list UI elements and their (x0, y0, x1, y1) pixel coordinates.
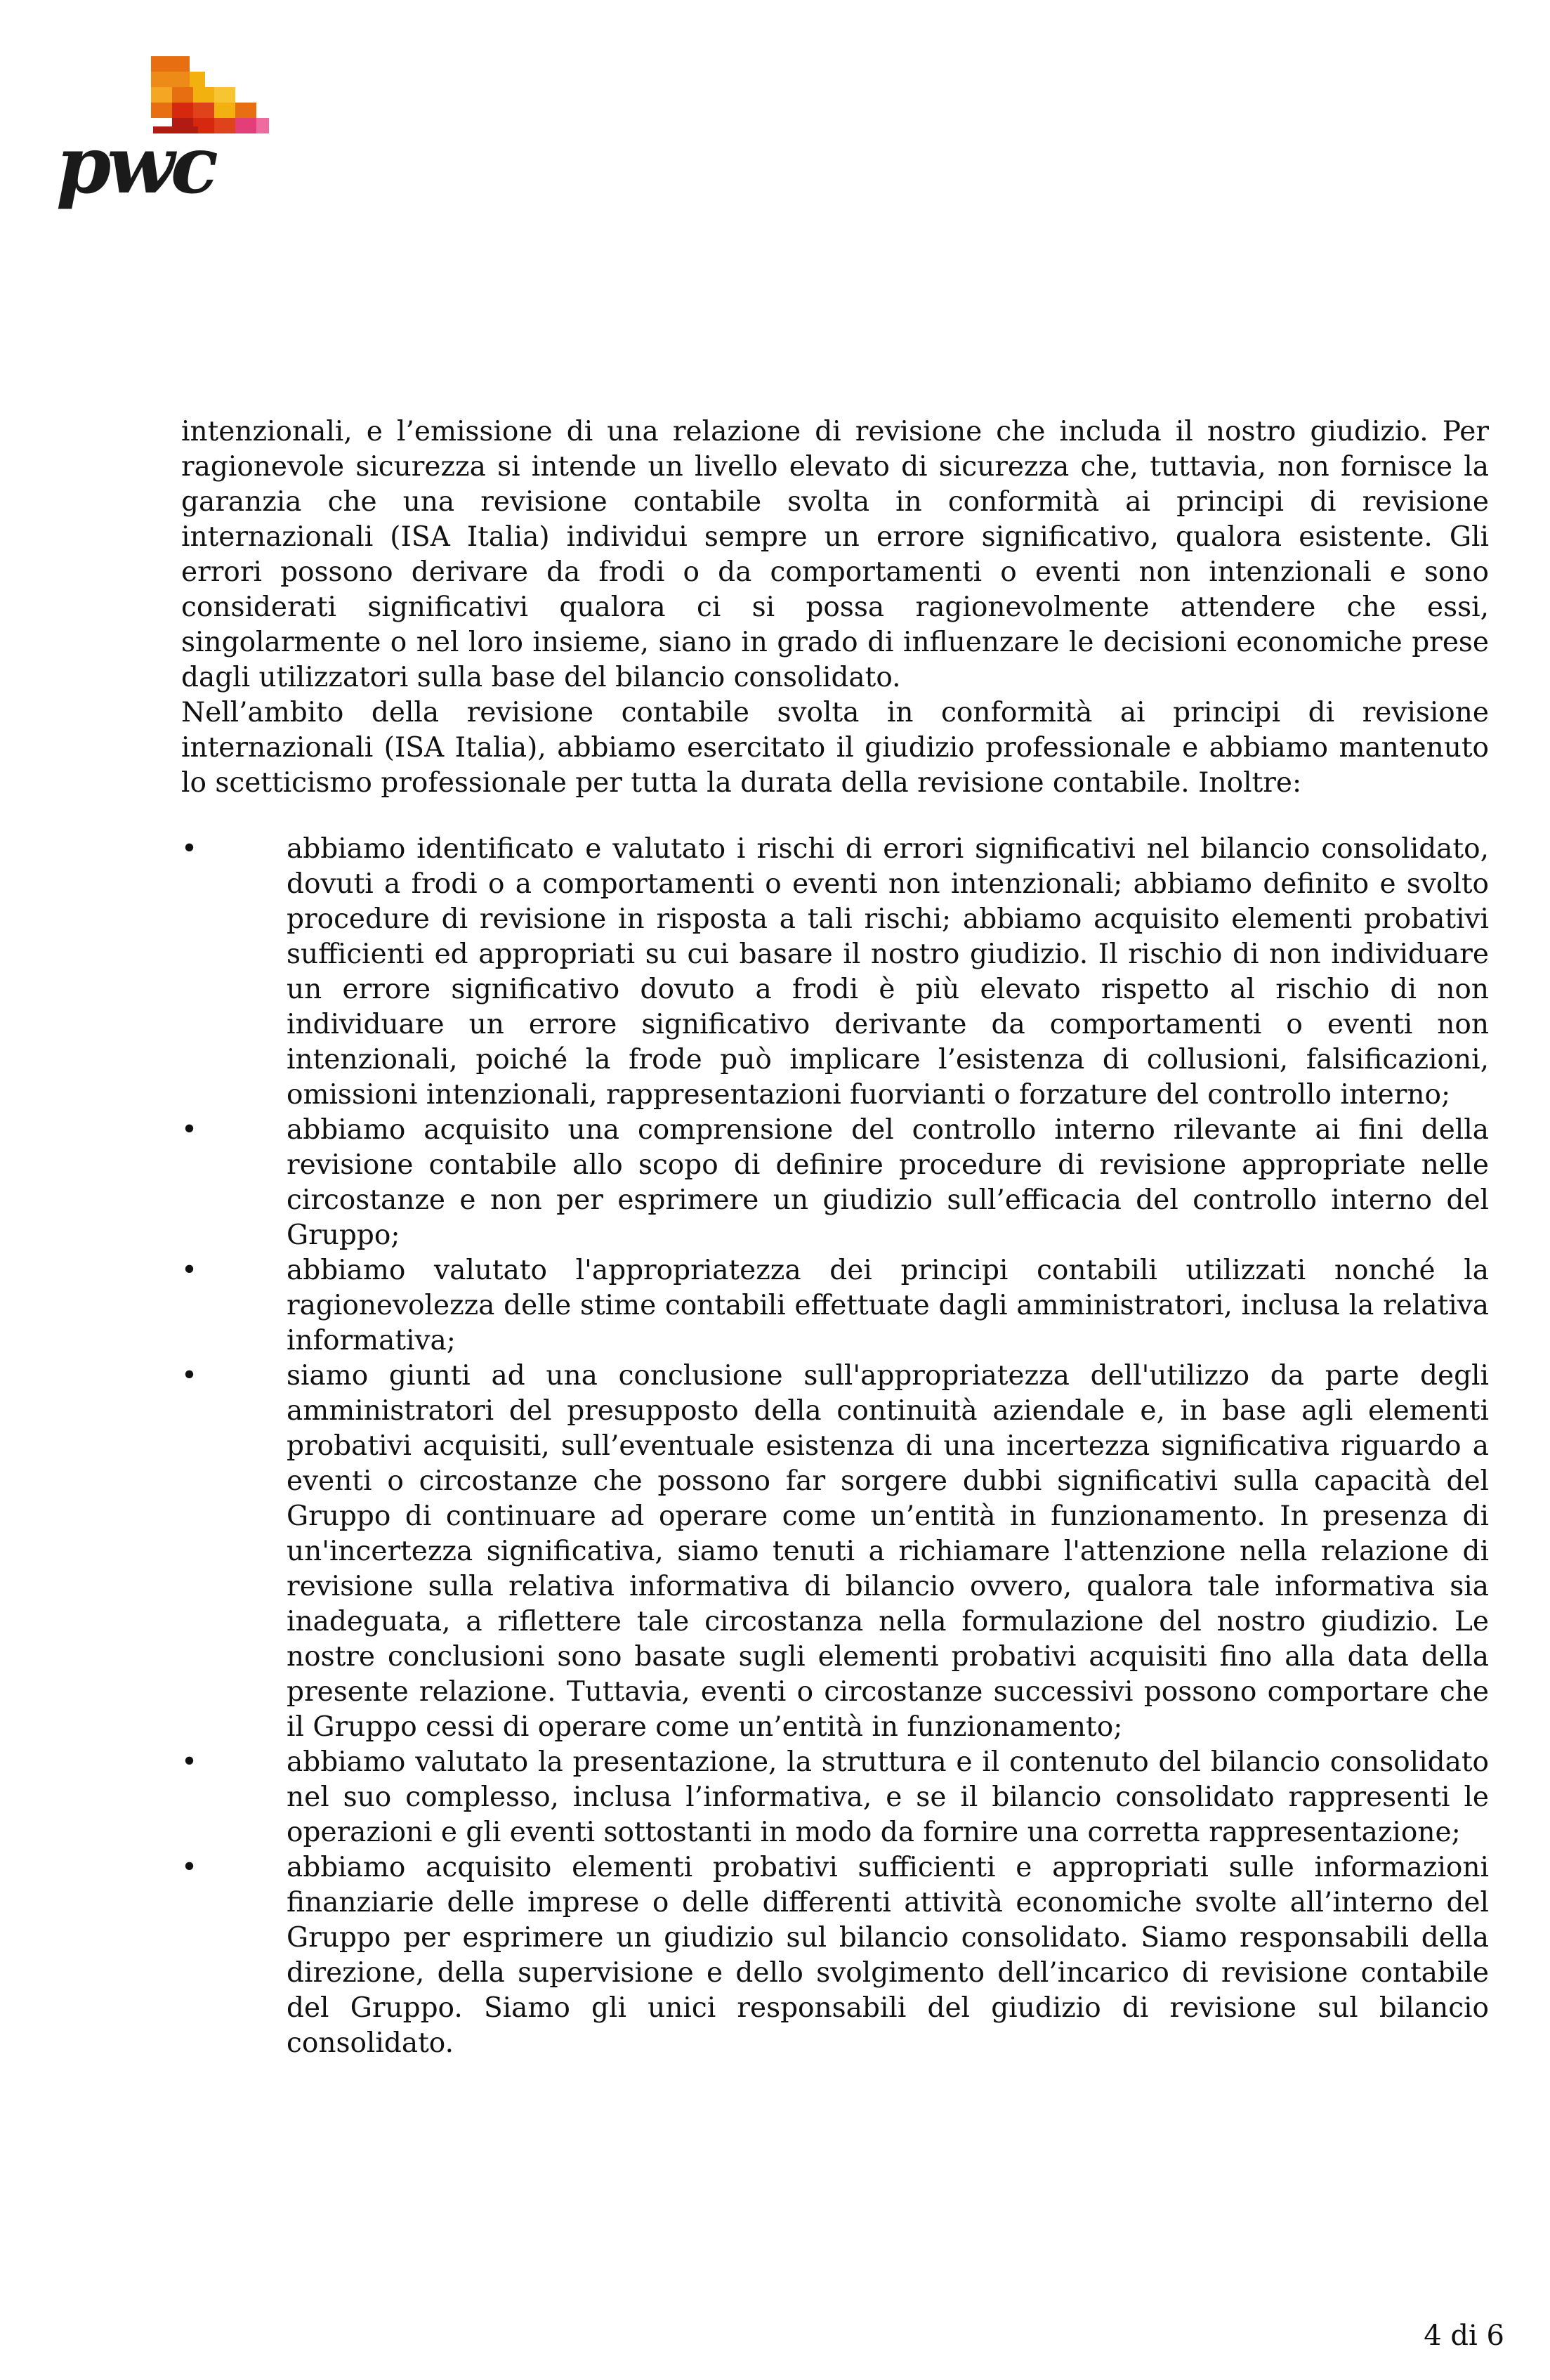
bullet-icon: • (181, 1255, 198, 1286)
logo-block (235, 118, 256, 133)
list-item-text: abbiamo valutato l'appropriatezza dei principi contabili utilizzati nonché la ragionevolezza delle stime contabili effettuate dagli amministratori, inclusa la relativa informativa; (287, 1255, 1489, 1356)
bullet-icon: • (181, 1852, 198, 1883)
list-item-text: siamo giunti ad una conclusione sull'appropriatezza dell'utilizzo da parte degli amministratori del presupposto della continuità aziendale e, in base agli elementi probativi acquisiti, sull’eventuale esistenza di una incertezza significativa riguardo a eventi o circostanze che possono far sorgere dubbi significativi sulla capacità del Gruppo di continuare ad operare come un’entità in funzionamento. In presenza di un'incertezza significativa, siamo tenuti a richiamare l'attenzione nella relazione di revisione sulla relativa informativa di bilancio ovvero, qualora tale informativa sia inadeguata, a riflettere tale circostanza nella formulazione del nostro giudizio. Le nostre conclusioni sono basate sugli elementi probativi acquisiti fino alla data della presente relazione. Tuttavia, eventi o circostanze successivi possono comportare che il Gruppo cessi di operare come un’entità in funzionamento; (287, 1360, 1489, 1743)
logo-block (190, 72, 205, 87)
logo-block (214, 103, 235, 118)
bullet-icon: • (181, 1360, 198, 1392)
page-number: 4 di 6 (1424, 2320, 1504, 2352)
procedures-list (181, 832, 1489, 2061)
logo-block (172, 87, 193, 103)
logo-block (151, 56, 190, 72)
logo-block (151, 103, 172, 118)
pwc-logo (56, 56, 274, 225)
logo-block (235, 103, 256, 118)
logo-block (214, 87, 235, 103)
list-item-text: abbiamo valutato la presentazione, la struttura e il contenuto del bilancio consolidato nel suo complesso, inclusa l’informativa, e se il bilancio consolidato rappresenti le operazioni e gli eventi sottostanti in modo da fornire una corretta rappresentazione; (287, 1746, 1489, 1848)
list-item (181, 832, 1489, 1113)
logo-block (151, 87, 172, 103)
logo-block (214, 118, 235, 133)
logo-block (256, 118, 269, 133)
bullet-icon: • (181, 1114, 198, 1146)
list-item-text: abbiamo identificato e valutato i rischi di errori significativi nel bilancio consolidato, dovuti a frodi o a comportamenti o eventi non intenzionali; abbiamo definito e svolto procedure di revisione in risposta a tali rischi; abbiamo acquisito elementi probativi sufficienti ed appropriati su cui basare il nostro giudizio. Il rischio di non individuare un errore significativo dovuto a frodi è più elevato rispetto al rischio di non individuare un errore significativo derivante da comportamenti o eventi non intenzionali, poiché la frode può implicare l’esistenza di collusioni, falsificazioni, omissioni intenzionali, rappresentazioni fuorvianti o forzature del controllo interno; (287, 833, 1489, 1111)
body-paragraph: intenzionali, e l’emissione di una relazione di revisione che includa il nostro giudizio. Per ragionevole sicurezza si intende un livello elevato di sicurezza che, tuttavia, non fornisce la garanzia che una revisione contabile svolta in conformità ai principi di revisione internazionali (ISA Italia) individui sempre un errore significativo, qualora esistente. Gli errori possono derivare da frodi o da comportamenti o eventi non intenzionali e sono considerati significativi qualora ci si possa ragionevolmente attendere che essi, singolarmente o nel loro insieme, siano in grado di influenzare le decisioni economiche prese dagli utilizzatori sulla base del bilancio consolidato. (181, 416, 1489, 693)
logo-block (193, 103, 214, 118)
bullet-icon: • (181, 833, 198, 865)
list-item (181, 1253, 1489, 1359)
list-item (181, 1745, 1489, 1850)
logo-block (193, 87, 214, 103)
logo-block (172, 103, 193, 118)
list-item-text: abbiamo acquisito elementi probativi sufficienti e appropriati sulle informazioni finanziarie delle imprese o delle differenti attività economiche svolte all’interno del Gruppo per esprimere un giudizio sul bilancio consolidato. Siamo responsabili della direzione, della supervisione e dello svolgimento dell’incarico di revisione contabile del Gruppo. Siamo gli unici responsabili del giudizio di revisione sul bilancio consolidato. (287, 1852, 1489, 2059)
bullet-icon: • (181, 1746, 198, 1778)
document-body (181, 414, 1489, 2061)
list-item-text: abbiamo acquisito una comprensione del controllo interno rilevante ai fini della revisione contabile allo scopo di definire procedure di revisione appropriate nelle circostanze e non per esprimere un giudizio sull’efficacia del controllo interno del Gruppo; (287, 1114, 1489, 1251)
list-item (181, 1113, 1489, 1253)
list-item (181, 1850, 1489, 2061)
logo-block (151, 72, 190, 87)
list-item (181, 1359, 1489, 1745)
body-paragraph: Nell’ambito della revisione contabile svolta in conformità ai principi di revisione internazionali (ISA Italia), abbiamo esercitato il giudizio professionale e abbiamo mantenuto lo scetticismo professionale per tutta la durata della revisione contabile. Inoltre: (181, 697, 1489, 799)
logo-wordmark: pwc (56, 119, 214, 211)
